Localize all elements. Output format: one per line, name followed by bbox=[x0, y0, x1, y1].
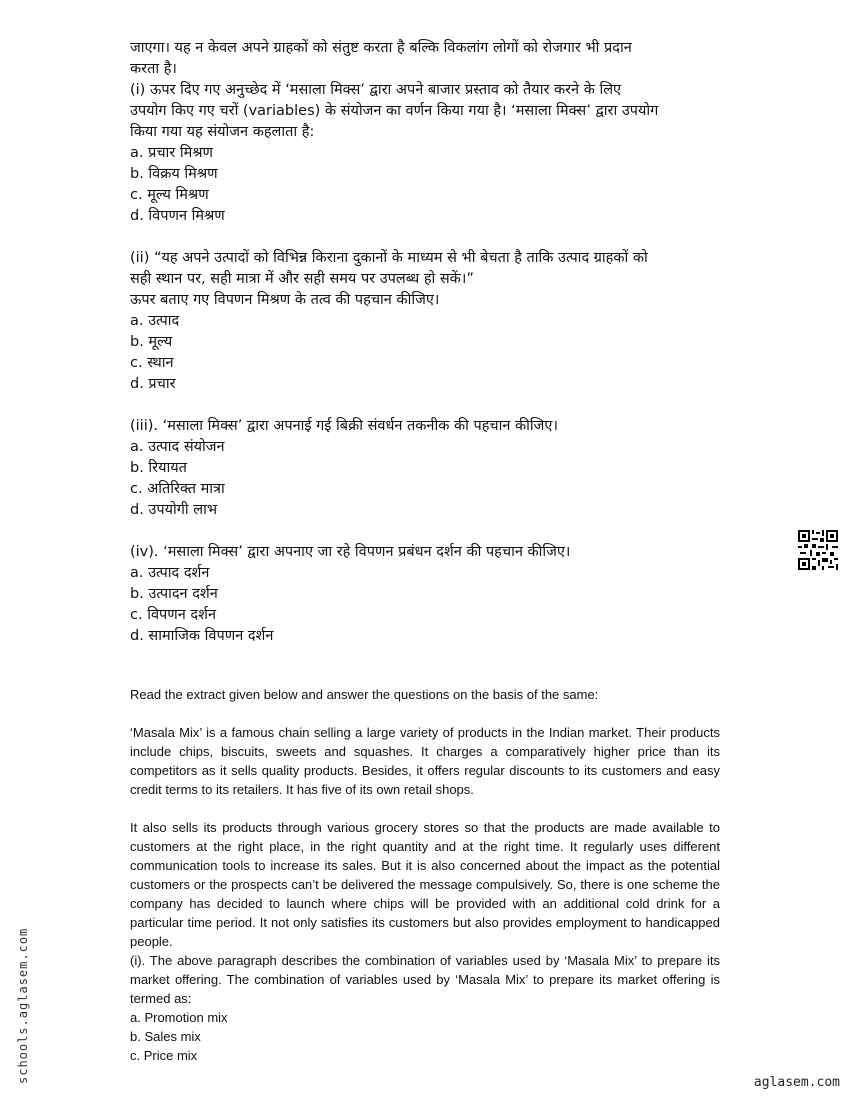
option: c. मूल्य मिश्रण bbox=[130, 187, 209, 203]
question-stem: (iv). ‘मसाला मिक्स’ द्वारा अपनाए जा रहे विपणन प्रबंधन दर्शन की पहचान कीजिए। bbox=[130, 544, 571, 560]
page-content bbox=[130, 38, 720, 1065]
question-stem: उपयोग किए गए चरों (variables) के संयोजन का वर्णन किया गया है। ‘मसाला मिक्स’ द्वारा उपयोग bbox=[130, 103, 659, 119]
option: a. उत्पाद संयोजन bbox=[130, 439, 225, 455]
footer-watermark: aglasem.com bbox=[753, 1075, 840, 1090]
option: b. विक्रय मिश्रण bbox=[130, 166, 218, 182]
question-stem: (iii). ‘मसाला मिक्स’ द्वारा अपनाई गई बिक्री संवर्धन तकनीक की पहचान कीजिए। bbox=[130, 418, 558, 434]
side-watermark: schools.aglasem.com bbox=[16, 927, 30, 1084]
option: b. उत्पादन दर्शन bbox=[130, 586, 218, 602]
qr-code-icon[interactable] bbox=[798, 530, 838, 570]
question-stem: (i) ऊपर दिए गए अनुच्छेद में ‘मसाला मिक्स’ द्वारा अपने बाजार प्रस्ताव को तैयार करने के लिए bbox=[130, 82, 622, 98]
question-stem: (i). The above paragraph describes the combination of variables used by ‘Masala Mix’ to prepare its market offering. The combination of variables used by ‘Masala Mix’ to prepare its market offering is termed as: bbox=[130, 953, 720, 1006]
extract-paragraph: ‘Masala Mix’ is a famous chain selling a large variety of products in the Indian market. Their products include chips, biscuits, sweets and squashes. It charges a comparatively higher price than its competitors as it sells quality products. Besides, it offers regular discounts to its customers and easy credit terms to its retailers. It has five of its own retail shops. bbox=[130, 725, 720, 797]
option: a. Promotion mix bbox=[130, 1010, 228, 1025]
option: b. रियायत bbox=[130, 460, 187, 476]
extract-paragraph: It also sells its products through various grocery stores so that the products are made available to customers at the right place, in the right quantity and at the right time. It regularly uses different communication tools to increase its sales. But it is also concerned about the impact as the potential customers or the prospects can’t be delivered the message compulsively. So, there is one scheme the company has decided to launch where chips will be provided with an additional cold drink for a particular time period. It not only satisfies its customers but also provides employment to handicapped people. bbox=[130, 820, 720, 949]
question-stem: ऊपर बताए गए विपणन मिश्रण के तत्व की पहचान कीजिए। bbox=[130, 292, 440, 308]
option: d. प्रचार bbox=[130, 376, 176, 392]
option: b. मूल्य bbox=[130, 334, 173, 350]
instruction: Read the extract given below and answer the questions on the basis of the same: bbox=[130, 687, 599, 702]
intro-text: जाएगा। यह न केवल अपने ग्राहकों को संतुष्ट करता है बल्कि विकलांग लोगों को रोजगार भी प्रदान bbox=[130, 40, 632, 56]
option: d. सामाजिक विपणन दर्शन bbox=[130, 628, 274, 644]
option: c. स्थान bbox=[130, 355, 174, 371]
intro-text: करता है। bbox=[130, 61, 177, 77]
option: b. Sales mix bbox=[130, 1029, 201, 1044]
option: d. उपयोगी लाभ bbox=[130, 502, 218, 518]
hindi-section bbox=[130, 38, 720, 647]
option: a. प्रचार मिश्रण bbox=[130, 145, 214, 161]
option: a. उत्पाद bbox=[130, 313, 180, 329]
option: c. अतिरिक्त मात्रा bbox=[130, 481, 225, 497]
question-stem: (ii) “यह अपने उत्पादों को विभिन्न किराना दुकानों के माध्यम से भी बेचता है ताकि उत्पाद ग्राहकों को bbox=[130, 250, 648, 266]
option: a. उत्पाद दर्शन bbox=[130, 565, 210, 581]
english-section bbox=[130, 685, 720, 1065]
option: d. विपणन मिश्रण bbox=[130, 208, 225, 224]
question-stem: किया गया यह संयोजन कहलाता है: bbox=[130, 124, 315, 140]
option: c. Price mix bbox=[130, 1048, 198, 1063]
option: c. विपणन दर्शन bbox=[130, 607, 216, 623]
question-stem: सही स्थान पर, सही मात्रा में और सही समय पर उपलब्ध हो सकें।” bbox=[130, 271, 474, 287]
